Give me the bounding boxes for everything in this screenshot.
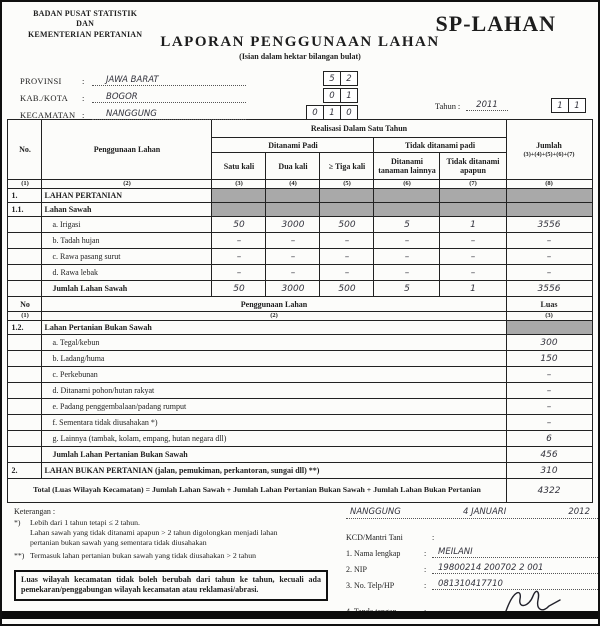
date-value: 4 JANUARI — [462, 507, 507, 518]
section-lahan-sawah — [8, 203, 592, 217]
row-no — [8, 367, 42, 383]
form-code: SP-LAHAN — [435, 11, 556, 36]
code-box: 1 — [551, 98, 569, 113]
field-label: 1. Nama lengkap — [346, 549, 401, 559]
officer-nip-value: 19800214 200702 2 001 — [438, 563, 544, 574]
officer-nip-row — [346, 558, 598, 574]
row-no — [8, 233, 42, 249]
year-label: Tahun — [434, 100, 456, 111]
table-row-jumlah-lahan-sawah — [8, 281, 592, 297]
officer-name-row — [346, 542, 598, 558]
section-no: 1. — [8, 189, 42, 203]
row-label: c. Rawa pasang surut — [42, 249, 212, 265]
col-num: (2) — [42, 312, 506, 321]
colon: : — [424, 549, 427, 559]
form-title: LAPORAN PENGGUNAAN LAHAN — [160, 34, 440, 51]
cell-value: 1 — [440, 281, 506, 297]
row-no — [8, 383, 42, 399]
cell-value: 3556 — [506, 281, 592, 297]
table2-header-row — [8, 297, 592, 312]
warning-box: Luas wilayah kecamatan tidak boleh berubah dari tahun ke tahun, kecuali ada pemekaran/penggabungan wilayah kecamatan atau reklamasi/abrasi. — [14, 570, 328, 602]
kabkota-value: BOGOR — [92, 92, 246, 103]
col-num: (3) — [506, 312, 592, 321]
col-header-no: No. — [8, 120, 42, 180]
code-box: 5 — [323, 71, 341, 86]
provinsi-row — [20, 69, 584, 86]
agency-line: DAN — [76, 19, 95, 29]
colon: : — [424, 565, 427, 575]
row-label: d. Rawa lebak — [42, 265, 212, 281]
col-header-usage: Penggunaan Lahan — [42, 297, 506, 312]
field-label: 2. NIP — [346, 565, 367, 575]
note-prefix: **) — [14, 550, 25, 560]
cell-value: – — [506, 265, 592, 281]
cell-value: 1 — [440, 217, 506, 233]
cell-value: – — [266, 233, 320, 249]
officer-title: KCD/Mantri Tani — [346, 533, 403, 543]
total-label: Total (Luas Wilayah Kecamatan) = Jumlah Lahan Sawah + Jumlah Lahan Pertanian Bukan Sawah + Jumlah Lahan Bukan Pertanian — [8, 479, 506, 503]
note-text: Termasuk lahan pertanian bukan sawah yang tidak diusahakan > 2 tahun — [30, 550, 256, 560]
code-box: 1 — [568, 98, 586, 113]
col-header-usage: Penggunaan Lahan — [42, 120, 212, 180]
cell-value: – — [440, 249, 506, 265]
cell-value: 456 — [506, 447, 592, 463]
cell-value: – — [440, 265, 506, 281]
colon: : — [457, 100, 461, 111]
code-box: 0 — [306, 105, 324, 120]
cell-value: – — [506, 415, 592, 431]
section-no: 1.1. — [8, 203, 42, 217]
cell-value: – — [266, 265, 320, 281]
code-box: 2 — [340, 71, 358, 86]
officer-name-value: MEILANI — [438, 547, 473, 558]
year-code-boxes — [552, 98, 586, 113]
col-header-tidak-padi: Tidak ditanami padi — [374, 138, 506, 153]
col-num: (6) — [374, 180, 440, 189]
note-prefix: *) — [14, 518, 21, 528]
row-label: Jumlah Lahan Sawah — [42, 281, 212, 297]
region-block — [2, 61, 598, 121]
section-label: Lahan Sawah — [42, 203, 212, 217]
section-lahan-pertanian — [8, 189, 592, 203]
page-bottom-edge — [2, 611, 598, 619]
kecamatan-code-boxes — [304, 105, 358, 120]
section-label: LAHAN PERTANIAN — [42, 189, 212, 203]
agency-line: BADAN PUSAT STATISTIK — [33, 9, 138, 18]
cell-value: – — [506, 383, 592, 399]
row-no — [8, 265, 42, 281]
row-no — [8, 431, 42, 447]
cell-value: 500 — [320, 217, 374, 233]
cell-value: – — [440, 233, 506, 249]
land-use-table — [7, 119, 592, 503]
col-header-realisasi: Realisasi Dalam Satu Tahun — [212, 120, 506, 138]
cell-value: – — [266, 249, 320, 265]
row-label: a. Tegal/kebun — [42, 335, 506, 351]
officer-title-row — [346, 533, 598, 542]
kecamatan-label: KECAMATAN — [20, 110, 76, 121]
table-header-row — [8, 120, 592, 138]
col-header-tidak-apapun: Tidak ditanami apapun — [440, 153, 506, 180]
cell-value: – — [320, 265, 374, 281]
table-row-lainnya — [8, 431, 592, 447]
cell-value: – — [212, 249, 266, 265]
provinsi-code-boxes — [304, 71, 358, 86]
section-label: Lahan Pertanian Bukan Sawah — [42, 321, 506, 335]
shaded-cell — [320, 203, 374, 217]
kabkota-label: KAB./KOTA — [20, 93, 69, 104]
place-date-line — [346, 507, 598, 519]
cell-value: 300 — [506, 335, 592, 351]
total-value: 4322 — [506, 479, 592, 503]
column-number-row — [8, 312, 592, 321]
cell-value: 310 — [506, 463, 592, 479]
cell-value: 150 — [506, 351, 592, 367]
col-num: (1) — [8, 180, 42, 189]
kabkota-code-boxes — [304, 88, 358, 103]
shaded-cell — [266, 203, 320, 217]
section-no: 1.2. — [8, 321, 42, 335]
code-box: 0 — [323, 88, 341, 103]
cell-value: – — [506, 367, 592, 383]
cell-value: – — [212, 265, 266, 281]
row-label: b. Tadah hujan — [42, 233, 212, 249]
row-no — [8, 415, 42, 431]
cell-value: – — [506, 399, 592, 415]
shaded-cell — [374, 189, 440, 203]
form-subtitle: (Isian dalam hektar bilangan bulat) — [239, 52, 361, 62]
cell-value: – — [374, 233, 440, 249]
column-number-row — [8, 180, 592, 189]
jumlah-label: Jumlah — [536, 141, 562, 151]
keterangan-block — [14, 507, 328, 616]
form-footer — [2, 503, 598, 616]
agency-block — [28, 9, 142, 40]
col-num: (5) — [320, 180, 374, 189]
cell-value: 3000 — [266, 217, 320, 233]
field-label: 3. No. Telp/HP — [346, 581, 395, 591]
note-2 — [14, 551, 328, 560]
cell-value: 6 — [506, 431, 592, 447]
shaded-cell — [440, 203, 506, 217]
colon: : — [82, 76, 85, 87]
row-label: a. Irigasi — [42, 217, 212, 233]
col-num: (4) — [266, 180, 320, 189]
table-row-padang-rumput — [8, 399, 592, 415]
table-row-perkebunan — [8, 367, 592, 383]
row-label: e. Padang penggembalaan/padang rumput — [42, 399, 506, 415]
provinsi-label: PROVINSI — [20, 76, 62, 87]
shaded-cell — [506, 321, 592, 335]
cell-value: – — [506, 233, 592, 249]
row-no — [8, 217, 42, 233]
officer-phone-value: 081310417710 — [438, 579, 503, 590]
row-no — [8, 335, 42, 351]
kecamatan-value: NANGGUNG — [92, 109, 246, 120]
year-value: 2011 — [466, 100, 508, 111]
table-row-rawa-pasang-surut — [8, 249, 592, 265]
cell-value: – — [320, 233, 374, 249]
shaded-cell — [374, 203, 440, 217]
row-no — [8, 399, 42, 415]
table-row-ladang-huma — [8, 351, 592, 367]
row-no — [8, 351, 42, 367]
table-row-tegal-kebun — [8, 335, 592, 351]
row-label: g. Lainnya (tambak, kolam, empang, hutan negara dll) — [42, 431, 506, 447]
shaded-cell — [212, 203, 266, 217]
cell-value: 3556 — [506, 217, 592, 233]
col-num: (1) — [8, 312, 42, 321]
note-1 — [14, 518, 328, 527]
col-header-luas: Luas — [506, 297, 592, 312]
col-num: (3) — [212, 180, 266, 189]
row-no — [8, 281, 42, 297]
cell-value: – — [506, 249, 592, 265]
code-box: 1 — [340, 88, 358, 103]
cell-value: 3000 — [266, 281, 320, 297]
cell-value: 50 — [212, 217, 266, 233]
table-row-total — [8, 479, 592, 503]
row-label: Jumlah Lahan Pertanian Bukan Sawah — [42, 447, 506, 463]
shaded-cell — [266, 189, 320, 203]
provinsi-value: JAWA BARAT — [92, 75, 246, 86]
col-num: (2) — [42, 180, 212, 189]
agency-line: KEMENTERIAN PERTANIAN — [28, 29, 143, 39]
place-value: NANGGUNG — [350, 507, 401, 518]
year-value: 2012 — [568, 507, 590, 518]
row-label: f. Sementara tidak diusahakan *) — [42, 415, 506, 431]
col-header-no: No — [8, 297, 42, 312]
keterangan-title: Keterangan : — [14, 507, 56, 517]
colon: : — [432, 533, 435, 543]
col-num: (8) — [506, 180, 592, 189]
col-header-satu-kali: Satu kali — [212, 153, 266, 180]
section-bukan-sawah — [8, 321, 592, 335]
table-row-sementara-tidak-diusahakan — [8, 415, 592, 431]
colon: : — [82, 110, 85, 121]
row-no — [8, 249, 42, 265]
table-row-jumlah-bukan-sawah — [8, 447, 592, 463]
row-label: c. Perkebunan — [42, 367, 506, 383]
cell-value: – — [212, 233, 266, 249]
jumlah-formula: (3)+(4)+(5)+(6)+(7) — [523, 150, 575, 158]
cell-value: – — [374, 265, 440, 281]
signature-block — [328, 507, 598, 616]
table-row-pohon-hutan-rakyat — [8, 383, 592, 399]
row-no — [8, 447, 42, 463]
year-row — [435, 98, 586, 113]
cell-value: – — [320, 249, 374, 265]
table-row-lahan-bukan-pertanian — [8, 463, 592, 479]
colon: : — [424, 581, 427, 591]
col-header-ditanami-lainnya: Ditanami tanaman lainnya — [374, 153, 440, 180]
col-header-ditanami-padi: Ditanami Padi — [212, 138, 374, 153]
shaded-cell — [506, 189, 592, 203]
note-1-detail: Lahan sawah yang tidak ditanami apapun > 2 tahun digolongkan menjadi lahan pertanian bukan sawah yang sementara tidak diusahakan — [30, 528, 278, 547]
row-label: d. Ditanami pohon/hutan rakyat — [42, 383, 506, 399]
col-header-jumlah — [506, 120, 592, 180]
table-row-irigasi — [8, 217, 592, 233]
table-row-tadah-hujan — [8, 233, 592, 249]
note-text: Lebih dari 1 tahun tetapi ≤ 2 tahun. — [30, 518, 140, 528]
colon: : — [82, 93, 85, 104]
cell-value: – — [374, 249, 440, 265]
row-label: b. Ladang/huma — [42, 351, 506, 367]
code-box: 1 — [323, 105, 341, 120]
section-no: 2. — [8, 463, 42, 479]
cell-value: 50 — [212, 281, 266, 297]
code-box: 0 — [340, 105, 358, 120]
col-header-dua-kali: Dua kali — [266, 153, 320, 180]
shaded-cell — [506, 203, 592, 217]
shaded-cell — [212, 189, 266, 203]
shaded-cell — [440, 189, 506, 203]
col-num: (7) — [440, 180, 506, 189]
cell-value: 5 — [374, 281, 440, 297]
shaded-cell — [320, 189, 374, 203]
cell-value: 500 — [320, 281, 374, 297]
table-row-rawa-lebak — [8, 265, 592, 281]
col-header-tiga-kali: ≥ Tiga kali — [320, 153, 374, 180]
section-label: LAHAN BUKAN PERTANIAN (jalan, pemukiman, perkantoran, sungai dll) **) — [42, 463, 506, 479]
cell-value: 5 — [374, 217, 440, 233]
